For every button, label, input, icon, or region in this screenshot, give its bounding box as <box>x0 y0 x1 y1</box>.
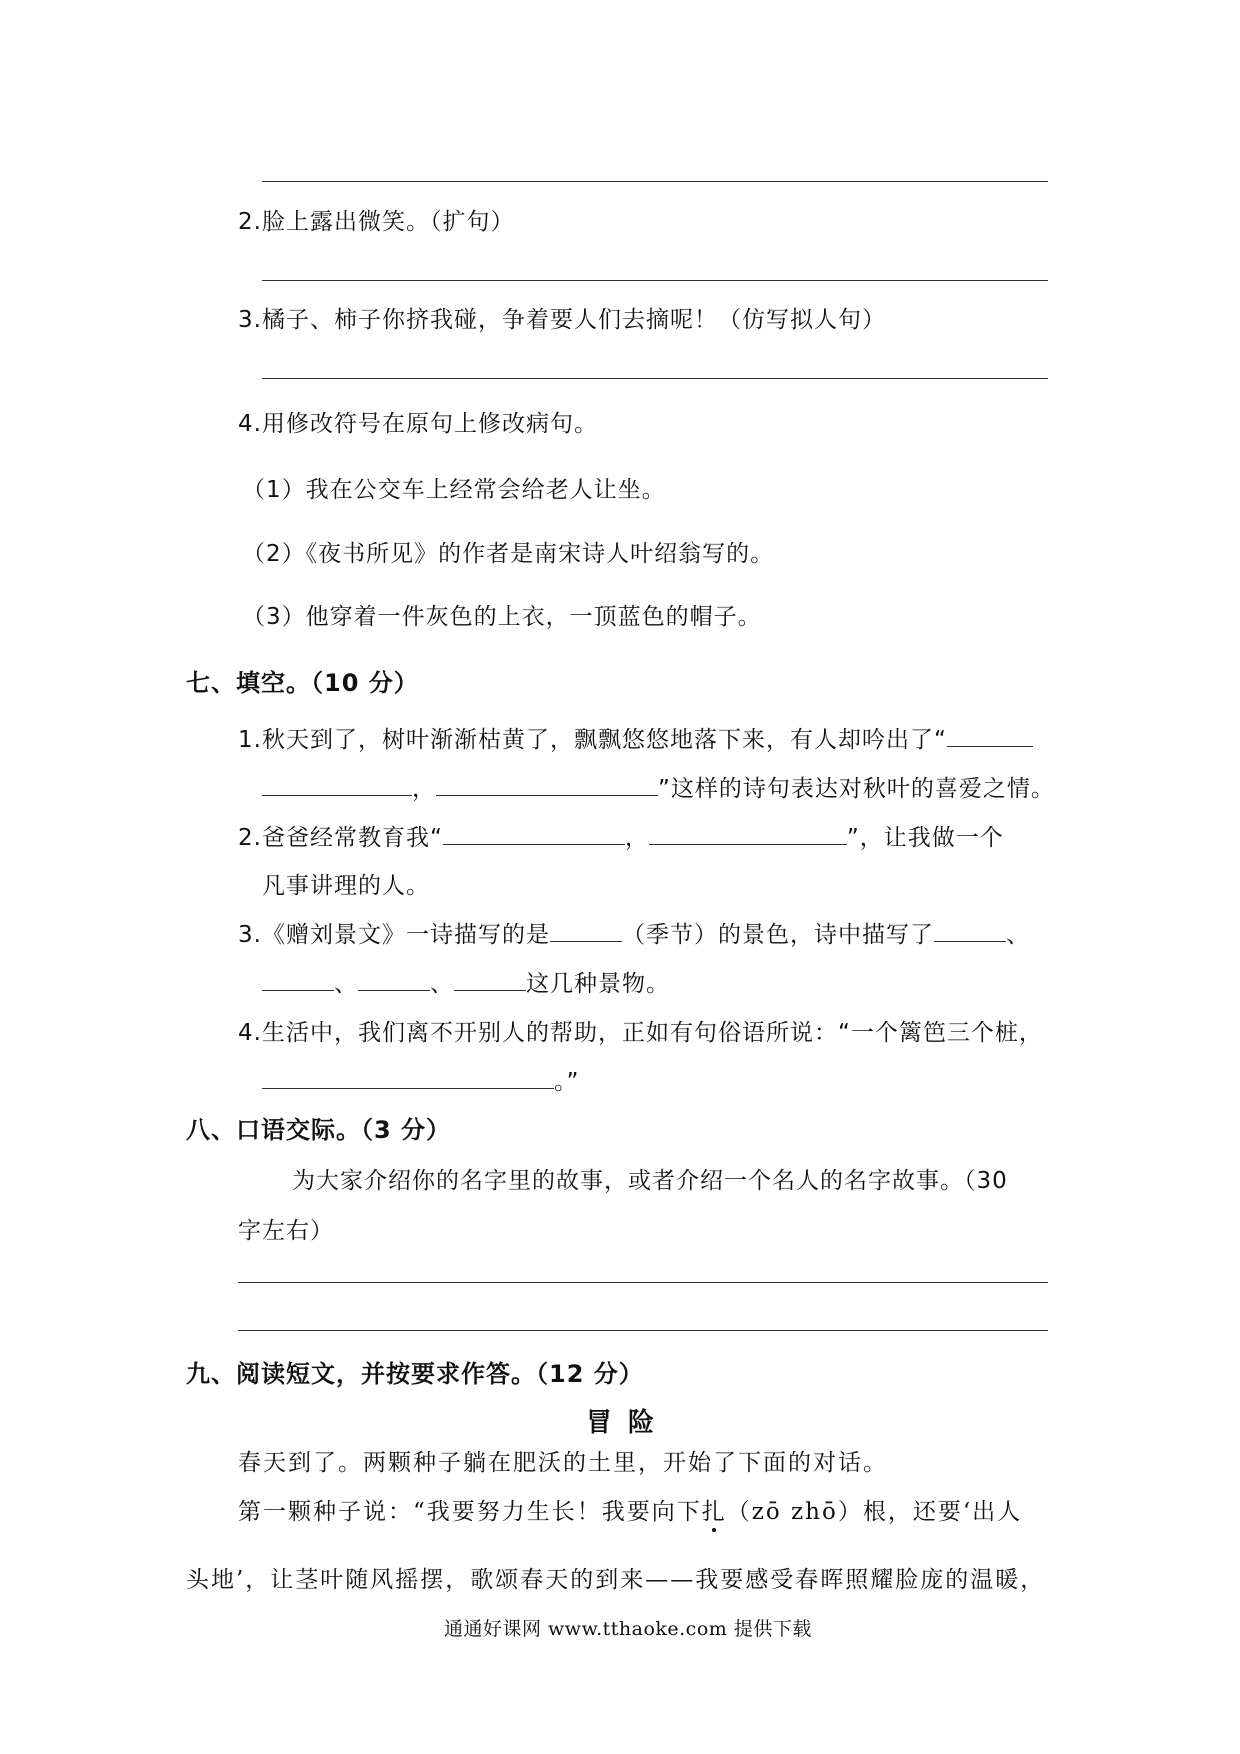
answer-line <box>238 1330 1048 1331</box>
separator: 、 <box>430 971 454 997</box>
question-7-3-text: 3.《赠刘景文》一诗描写的是 <box>238 922 550 948</box>
question-7-3-line2 <box>262 968 670 1000</box>
section-9-heading: 九、阅读短文，并按要求作答。（12 分） <box>186 1360 644 1388</box>
question-7-1-line1 <box>238 724 1033 756</box>
question-7-4-line2 <box>262 1066 579 1098</box>
separator: ， <box>624 825 649 851</box>
passage-text: （zō zhō）根，还要‘出人 <box>726 1499 1023 1525</box>
question-7-4-line1: 4.生活中，我们离不开别人的帮助，正如有句俗语所说：“一个篱笆三个桩， <box>238 1020 1043 1046</box>
section-8-prompt-line1: 为大家介绍你的名字里的故事，或者介绍一个名人的名字故事。（30 <box>292 1168 1008 1194</box>
separator: 、 <box>1005 922 1030 948</box>
question-6-4-3: （3）他穿着一件灰色的上衣，一顶蓝色的帽子。 <box>242 604 762 630</box>
fill-blank[interactable] <box>436 773 658 796</box>
dotted-character: 扎 <box>701 1499 727 1525</box>
answer-line <box>238 1282 1048 1283</box>
fill-blank[interactable] <box>454 968 526 991</box>
page-footer: 通通好课网 www.tthaoke.com 提供下载 <box>444 1618 812 1640</box>
question-7-4-ending: 。” <box>554 1069 580 1095</box>
answer-line <box>262 280 1048 281</box>
passage-paragraph-2-line1 <box>238 1495 1022 1529</box>
question-7-3-middle: （季节）的景色，诗中描写了 <box>621 922 934 948</box>
answer-line <box>262 378 1048 379</box>
question-7-1-text: 1.秋天到了，树叶渐渐枯黄了，飘飘悠悠地落下来，有人却吟出了“ <box>238 727 947 753</box>
passage-paragraph-2-line2: 头地’，让茎叶随风摇摆，歌颂春天的到来——我要感受春晖照耀脸庞的温暖， <box>186 1567 1046 1593</box>
passage-paragraph-1: 春天到了。两颗种子躺在肥沃的土里，开始了下面的对话。 <box>238 1450 888 1476</box>
question-6-4-1: （1）我在公交车上经常会给老人让坐。 <box>242 477 666 503</box>
question-6-3: 3.橘子、柿子你挤我碰，争着要人们去摘呢！（仿写拟人句） <box>238 307 886 333</box>
question-7-2-text: 2.爸爸经常教育我“ <box>238 825 443 851</box>
fill-blank[interactable] <box>443 822 625 845</box>
separator: 、 <box>334 971 358 997</box>
fill-blank[interactable] <box>262 1066 554 1089</box>
section-8-prompt-line2: 字左右） <box>238 1218 334 1244</box>
passage-title: 冒险 <box>586 1408 671 1438</box>
fill-blank[interactable] <box>262 773 412 796</box>
question-7-3-line1 <box>238 919 1030 951</box>
question-6-4-2: （2）《夜书所见》的作者是南宋诗人叶绍翁写的。 <box>242 541 775 567</box>
separator: ， <box>412 776 436 802</box>
question-7-1-line2 <box>262 773 1055 805</box>
fill-blank[interactable] <box>550 919 622 942</box>
question-7-2-line2: 凡事讲理的人。 <box>262 873 430 899</box>
section-7-heading: 七、填空。（10 分） <box>186 669 419 697</box>
question-7-1-ending: ”这样的诗句表达对秋叶的喜爱之情。 <box>658 776 1055 802</box>
question-6-4: 4.用修改符号在原句上修改病句。 <box>238 411 598 437</box>
question-7-3-ending: 这几种景物。 <box>526 971 670 997</box>
question-6-2: 2.脸上露出微笑。（扩句） <box>238 209 515 235</box>
fill-blank[interactable] <box>649 822 847 845</box>
answer-line <box>262 181 1048 182</box>
fill-blank[interactable] <box>262 968 334 991</box>
fill-blank[interactable] <box>358 968 430 991</box>
fill-blank[interactable] <box>934 919 1006 942</box>
section-8-heading: 八、口语交际。（3 分） <box>186 1116 452 1144</box>
fill-blank[interactable] <box>947 724 1033 747</box>
question-7-2-ending: ”，让我做一个 <box>846 825 1004 851</box>
question-7-2-line1 <box>238 822 1004 854</box>
passage-text: 第一颗种子说：“我要努力生长！我要向下 <box>238 1499 702 1525</box>
